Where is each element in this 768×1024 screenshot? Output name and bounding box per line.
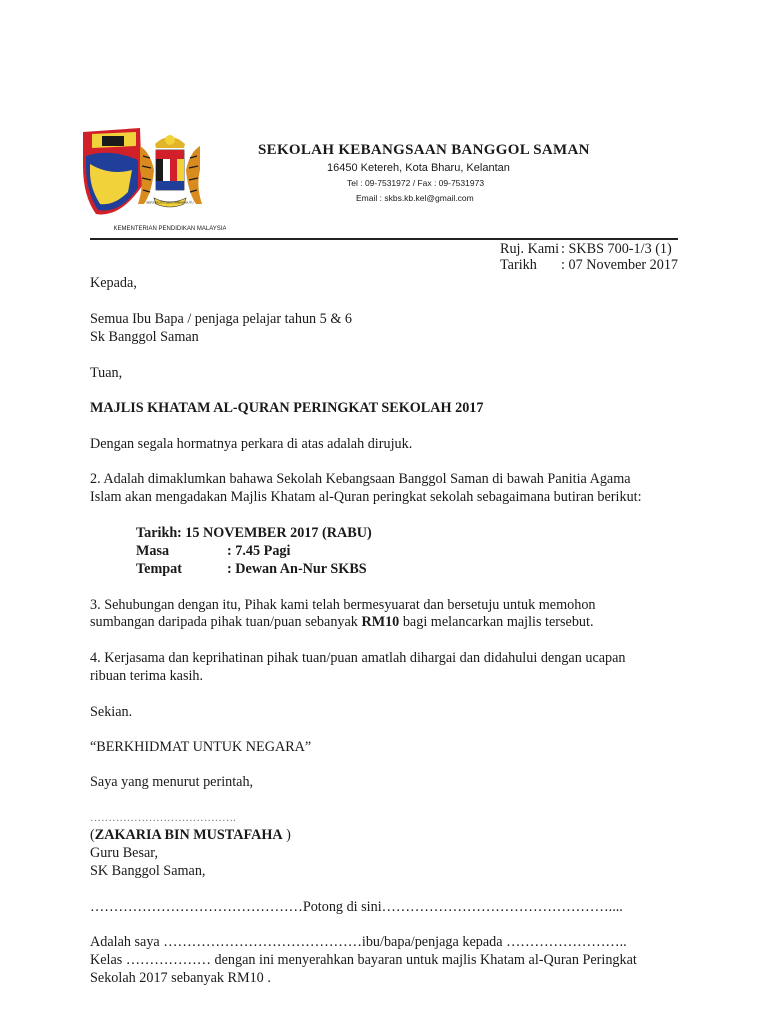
ref-ruj-label: Ruj. Kami	[500, 241, 560, 257]
school-shield-icon	[83, 128, 142, 214]
paragraph-3-text-b: bagi melancarkan majlis tersebut.	[399, 614, 594, 630]
national-crest-icon	[138, 135, 202, 207]
logo-caption: KEMENTERIAN PENDIDIKAN MALAYSIA	[113, 226, 226, 232]
letter-subject: MAJLIS KHATAM AL-QURAN PERINGKAT SEKOLAH 2017	[90, 400, 484, 416]
paragraph-3-text-a: sumbangan daripada pihak tuan/puan sebanyak	[90, 614, 362, 630]
school-name: SEKOLAH KEBANGSAAN BANGGOL SAMAN	[258, 142, 590, 158]
detail-tarikh-label: Tarikh	[136, 525, 178, 541]
detail-masa-label: Masa	[136, 543, 170, 559]
ref-ruj-value: : SKBS 700-1/3 (1)	[561, 241, 672, 257]
paragraph-3-line-2	[90, 613, 594, 631]
signer-paren-close: )	[282, 827, 291, 843]
school-phone-fax: Tel : 09-7531972 / Fax : 09-7531973	[347, 178, 485, 188]
motto: “BERKHIDMAT UNTUK NEGARA”	[90, 739, 312, 755]
closing: Sekian.	[90, 704, 133, 720]
signer-name-line	[90, 826, 291, 844]
detail-tarikh-value: : 15 NOVEMBER 2017 (RABU)	[177, 525, 372, 541]
sign-intro: Saya yang menurut perintah,	[90, 774, 254, 790]
signer-paren-open: (	[90, 827, 95, 843]
paragraph-1: Dengan segala hormatnya perkara di atas adalah dirujuk.	[90, 436, 413, 452]
detail-tempat-value: : Dewan An-Nur SKBS	[227, 561, 367, 577]
logo-banner-text: BERSEKUTU BERTAMBAH MUTU	[146, 200, 194, 205]
paragraph-4-line-1: 4. Kerjasama dan keprihatinan pihak tuan/puan amatlah dihargai dan didahului dengan ucapan	[90, 650, 626, 666]
ref-tarikh-label: Tarikh	[500, 257, 537, 273]
recipient-line-1: Semua Ibu Bapa / penjaga pelajar tahun 5 & 6	[90, 311, 352, 327]
cut-line-right: …………………………………………....	[381, 899, 623, 915]
signature-line: ………………………………….	[90, 812, 236, 824]
signer-name: ZAKARIA BIN MUSTAFAHA	[94, 827, 283, 843]
contribution-amount: RM10	[361, 614, 400, 630]
slip-line-3: Sekolah 2017 sebanyak RM10 .	[90, 970, 271, 986]
cut-line-left: ………………………………………Potong di sini	[90, 899, 382, 915]
school-email: Email : skbs.kb.kel@gmail.com	[356, 193, 474, 203]
paragraph-2-line-1: 2. Adalah dimaklumkan bahawa Sekolah Kebangsaan Banggol Saman di bawah Panitia Agama	[90, 471, 631, 487]
slip-line-1: Adalah saya ……………………………………ibu/bapa/penjaga kepada ……………………..	[90, 934, 627, 950]
recipient-line-2: Sk Banggol Saman	[90, 329, 199, 345]
salutation-to: Kepada,	[90, 275, 137, 291]
paragraph-4-line-2: ribuan terima kasih.	[90, 668, 204, 684]
signer-org: SK Banggol Saman,	[90, 863, 206, 879]
greeting: Tuan,	[90, 365, 123, 381]
signer-title: Guru Besar,	[90, 845, 158, 861]
school-address: 16450 Ketereh, Kota Bharu, Kelantan	[327, 162, 510, 174]
paragraph-2-line-2: Islam akan mengadakan Majlis Khatam al-Quran peringkat sekolah sebagaimana butiran berikut:	[90, 489, 642, 505]
ref-tarikh-value: : 07 November 2017	[561, 257, 679, 273]
slip-line-2: Kelas ……………… dengan ini menyerahkan bayaran untuk majlis Khatam al-Quran Peringkat	[90, 952, 637, 968]
detail-tempat-label: Tempat	[136, 561, 182, 577]
school-crest-logo	[80, 126, 226, 236]
cut-line	[90, 898, 623, 916]
paragraph-3-line-1: 3. Sehubungan dengan itu, Pihak kami telah bermesyuarat dan bersetuju untuk memohon	[90, 597, 596, 613]
detail-masa-value: : 7.45 Pagi	[227, 543, 291, 559]
